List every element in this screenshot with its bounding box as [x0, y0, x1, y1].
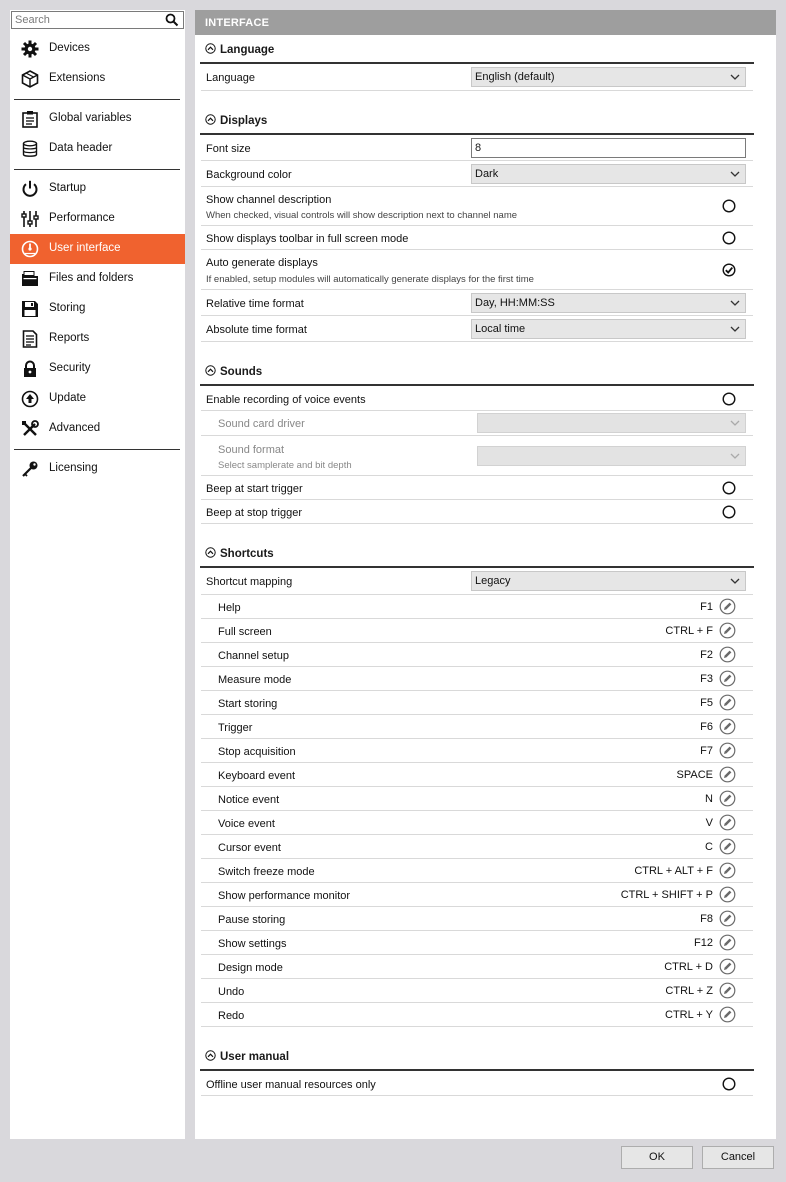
chevron-down-icon	[730, 170, 740, 178]
setting-label: Show channel description	[206, 194, 332, 206]
collapse-icon	[205, 547, 216, 558]
setting-label: Font size	[206, 143, 251, 155]
clipboard-icon	[21, 110, 39, 128]
sidebar-item-reports[interactable]	[10, 324, 185, 354]
sidebar-divider	[14, 449, 180, 450]
shortcut-key: C	[705, 841, 713, 853]
edit-shortcut-icon[interactable]	[719, 622, 736, 639]
setting-row-beep-stop	[201, 500, 753, 524]
sidebar-item-advanced[interactable]	[10, 414, 185, 444]
shortcut-key: F7	[700, 745, 713, 757]
database-icon	[21, 140, 39, 158]
sidebar-item-label: Files and folders	[49, 272, 134, 284]
sidebar-item-label: Extensions	[49, 72, 106, 84]
sidebar-item-extensions[interactable]	[10, 64, 185, 94]
setting-label: Show displays toolbar in full screen mode	[206, 233, 409, 245]
shortcut-key: CTRL + ALT + F	[634, 865, 713, 877]
sidebar-divider	[14, 99, 180, 100]
shortcut-key: N	[705, 793, 713, 805]
shortcut-key: V	[705, 817, 713, 829]
section-title: Language	[220, 44, 275, 56]
shortcut-name: Cursor event	[218, 842, 281, 854]
shortcut-name: Switch freeze mode	[218, 866, 315, 878]
setting-label: Enable recording of voice events	[206, 394, 366, 406]
sidebar-divider	[14, 169, 180, 170]
cube-icon	[21, 70, 39, 88]
shortcut-name: Measure mode	[218, 674, 292, 686]
shortcut-row	[201, 835, 753, 859]
ok-button[interactable]: OK	[621, 1146, 693, 1169]
setting-label: Beep at start trigger	[206, 483, 303, 495]
shortcut-key: F1	[700, 601, 713, 613]
setting-row-background-color	[201, 161, 753, 187]
absolute-time-format-dropdown[interactable]	[471, 319, 746, 339]
shortcut-row	[201, 955, 753, 979]
edit-shortcut-icon[interactable]	[719, 694, 736, 711]
edit-shortcut-icon[interactable]	[719, 766, 736, 783]
shortcut-key: CTRL + D	[664, 961, 713, 973]
shortcut-name: Help	[218, 602, 241, 614]
sidebar-item-user-interface[interactable]	[10, 234, 185, 264]
setting-label: Absolute time format	[206, 324, 307, 336]
section-user-manual-toggle[interactable]	[205, 1050, 289, 1066]
edit-shortcut-icon[interactable]	[719, 958, 736, 975]
shortcut-key: F3	[700, 673, 713, 685]
shortcut-name: Undo	[218, 986, 245, 998]
shortcut-name: Pause storing	[218, 914, 286, 926]
shortcut-row	[201, 763, 753, 787]
setting-label: Background color	[206, 169, 292, 181]
edit-shortcut-icon[interactable]	[719, 718, 736, 735]
chevron-down-icon	[730, 73, 740, 81]
edit-shortcut-icon[interactable]	[719, 742, 736, 759]
sidebar-item-startup[interactable]	[10, 174, 185, 204]
sidebar-item-performance[interactable]	[10, 204, 185, 234]
shortcut-key: F5	[700, 697, 713, 709]
setting-label: Shortcut mapping	[206, 576, 293, 588]
shortcut-name: Show performance monitor	[218, 890, 351, 902]
sidebar-item-security[interactable]	[10, 354, 185, 384]
setting-row-shortcut-mapping	[201, 568, 753, 595]
search-input[interactable]	[11, 11, 184, 29]
collapse-icon	[205, 114, 216, 125]
shortcut-row	[201, 787, 753, 811]
shortcut-row	[201, 667, 753, 691]
show-channel-description-checkbox[interactable]	[722, 199, 736, 213]
setting-label: Offline user manual resources only	[206, 1079, 376, 1091]
section-title: Displays	[220, 115, 268, 127]
setting-row-font-size	[201, 135, 753, 161]
section-title: Sounds	[220, 366, 263, 378]
sidebar-item-label: Startup	[49, 182, 87, 194]
cancel-button[interactable]: Cancel	[702, 1146, 774, 1169]
lock-icon	[21, 360, 39, 378]
section-language-toggle[interactable]	[205, 43, 274, 59]
section-displays-toggle[interactable]	[205, 114, 267, 130]
edit-shortcut-icon[interactable]	[719, 982, 736, 999]
shortcut-key: CTRL + SHIFT + P	[620, 889, 713, 901]
shortcut-key: SPACE	[676, 769, 713, 781]
sliders-icon	[21, 210, 39, 228]
shortcut-key: F8	[700, 913, 713, 925]
edit-shortcut-icon[interactable]	[719, 910, 736, 927]
font-size-input[interactable]	[471, 138, 746, 158]
setting-row-offline-manual	[201, 1071, 753, 1096]
shortcut-name: Keyboard event	[218, 770, 296, 782]
sidebar-item-label: Performance	[49, 212, 115, 224]
beep-stop-checkbox[interactable]	[722, 505, 736, 519]
shortcut-name: Redo	[218, 1010, 245, 1022]
shortcut-row	[201, 931, 753, 955]
shortcut-row	[201, 595, 753, 619]
shortcut-row	[201, 859, 753, 883]
sidebar-item-data-header[interactable]	[10, 134, 185, 164]
shortcut-key: F2	[700, 649, 713, 661]
dropdown-value: Local time	[475, 323, 526, 335]
key-icon	[21, 460, 39, 478]
collapse-icon	[205, 1050, 216, 1061]
setting-row-language	[201, 64, 753, 91]
shortcut-row	[201, 691, 753, 715]
section-sounds-toggle[interactable]	[205, 365, 262, 381]
section-shortcuts-toggle[interactable]	[205, 547, 274, 563]
shortcut-row	[201, 643, 753, 667]
sidebar-item-devices[interactable]	[10, 34, 185, 64]
sidebar-item-licensing[interactable]	[10, 454, 185, 484]
shortcut-name: Start storing	[218, 698, 278, 710]
edit-shortcut-icon[interactable]	[719, 814, 736, 831]
edit-shortcut-icon[interactable]	[719, 934, 736, 951]
setting-row-sound-card-driver	[201, 411, 753, 436]
chevron-down-icon	[730, 419, 740, 427]
shortcut-key: F12	[694, 937, 713, 949]
shortcut-name: Notice event	[218, 794, 280, 806]
shortcut-name: Stop acquisition	[218, 746, 296, 758]
sidebar-item-label: Data header	[49, 142, 113, 154]
sound-card-driver-dropdown[interactable]	[477, 413, 746, 433]
shortcut-key: CTRL + Z	[665, 985, 713, 997]
floppy-icon	[21, 300, 39, 318]
setting-hint: Select samplerate and bit depth	[218, 460, 352, 471]
chevron-down-icon	[730, 452, 740, 460]
relative-time-format-dropdown[interactable]	[471, 293, 746, 313]
offline-manual-checkbox[interactable]	[722, 1077, 736, 1091]
shortcut-row	[201, 739, 753, 763]
enable-voice-recording-checkbox[interactable]	[722, 392, 736, 406]
edit-shortcut-icon[interactable]	[719, 670, 736, 687]
shortcut-row	[201, 979, 753, 1003]
dropdown-value: Legacy	[475, 575, 511, 587]
sidebar-item-storing[interactable]	[10, 294, 185, 324]
sidebar-item-label: Reports	[49, 332, 90, 344]
shortcut-name: Channel setup	[218, 650, 289, 662]
edit-shortcut-icon[interactable]	[719, 646, 736, 663]
shortcut-mapping-dropdown[interactable]	[471, 571, 746, 591]
shortcut-name: Design mode	[218, 962, 283, 974]
tools-icon	[21, 420, 39, 438]
shortcut-row	[201, 883, 753, 907]
sidebar-item-label: Global variables	[49, 112, 132, 124]
auto-generate-displays-checkbox[interactable]	[722, 263, 736, 277]
sidebar-item-label: Devices	[49, 42, 90, 54]
sidebar	[10, 10, 185, 1139]
shortcut-row	[201, 715, 753, 739]
setting-row-beep-start	[201, 476, 753, 500]
edit-shortcut-icon[interactable]	[719, 1006, 736, 1023]
dropdown-value: Day, HH:MM:SS	[475, 297, 555, 309]
setting-label: Language	[206, 72, 255, 84]
sidebar-item-global-variables[interactable]	[10, 104, 185, 134]
setting-label: Beep at stop trigger	[206, 507, 303, 519]
chevron-down-icon	[730, 577, 740, 585]
shortcut-name: Trigger	[218, 722, 253, 734]
setting-row-sound-format	[201, 436, 753, 476]
language-dropdown[interactable]	[471, 67, 746, 87]
panel-header	[195, 10, 776, 35]
edit-shortcut-icon[interactable]	[719, 886, 736, 903]
document-icon	[21, 330, 39, 348]
power-icon	[21, 180, 39, 198]
sidebar-item-label: Update	[49, 392, 87, 404]
input-value: 8	[475, 142, 482, 154]
edit-shortcut-icon[interactable]	[719, 862, 736, 879]
sidebar-item-files-and-folders[interactable]	[10, 264, 185, 294]
search-placeholder: Search	[15, 14, 50, 26]
sidebar-item-label: User interface	[49, 242, 121, 254]
edit-shortcut-icon[interactable]	[719, 790, 736, 807]
setting-hint: When checked, visual controls will show description next to channel name	[206, 210, 518, 221]
setting-row-absolute-time-format	[201, 316, 753, 342]
shortcut-key: CTRL + F	[665, 625, 713, 637]
sidebar-item-label: Advanced	[49, 422, 101, 434]
chevron-down-icon	[730, 299, 740, 307]
panel-title: INTERFACE	[205, 17, 270, 29]
shortcut-key: F6	[700, 721, 713, 733]
shortcut-name: Show settings	[218, 938, 287, 950]
shortcut-row	[201, 811, 753, 835]
sidebar-item-update[interactable]	[10, 384, 185, 414]
upload-icon	[21, 390, 39, 408]
edit-shortcut-icon[interactable]	[719, 838, 736, 855]
setting-row-relative-time-format	[201, 290, 753, 316]
edit-shortcut-icon[interactable]	[719, 598, 736, 615]
search-icon[interactable]	[165, 13, 179, 27]
chevron-down-icon	[730, 325, 740, 333]
gear-icon	[21, 40, 39, 58]
setting-row-displays-toolbar	[201, 226, 753, 250]
section-title: Shortcuts	[220, 548, 274, 560]
gauge-icon	[21, 240, 39, 258]
folder-icon	[21, 270, 39, 288]
setting-label: Sound card driver	[218, 418, 305, 430]
setting-row-auto-generate-displays	[201, 250, 753, 290]
collapse-icon	[205, 365, 216, 376]
section-title: User manual	[220, 1051, 290, 1063]
displays-toolbar-checkbox[interactable]	[722, 231, 736, 245]
setting-hint: If enabled, setup modules will automatically generate displays for the first time	[206, 274, 534, 285]
background-color-dropdown[interactable]	[471, 164, 746, 184]
shortcut-row	[201, 1003, 753, 1027]
sidebar-item-label: Security	[49, 362, 91, 374]
setting-label: Relative time format	[206, 298, 304, 310]
sidebar-item-label: Storing	[49, 302, 86, 314]
setting-label: Auto generate displays	[206, 257, 318, 269]
beep-start-checkbox[interactable]	[722, 481, 736, 495]
setting-label: Sound format	[218, 444, 285, 456]
shortcut-name: Full screen	[218, 626, 272, 638]
setting-row-show-channel-description	[201, 187, 753, 226]
shortcut-row	[201, 907, 753, 931]
shortcut-key: CTRL + Y	[665, 1009, 713, 1021]
shortcut-name: Voice event	[218, 818, 275, 830]
shortcut-row	[201, 619, 753, 643]
dropdown-value: English (default)	[475, 71, 555, 83]
setting-row-enable-voice-recording	[201, 386, 753, 411]
collapse-icon	[205, 43, 216, 54]
sound-format-dropdown[interactable]	[477, 446, 746, 466]
settings-panel	[195, 10, 776, 1139]
sidebar-item-label: Licensing	[49, 462, 98, 474]
dropdown-value: Dark	[475, 168, 499, 180]
